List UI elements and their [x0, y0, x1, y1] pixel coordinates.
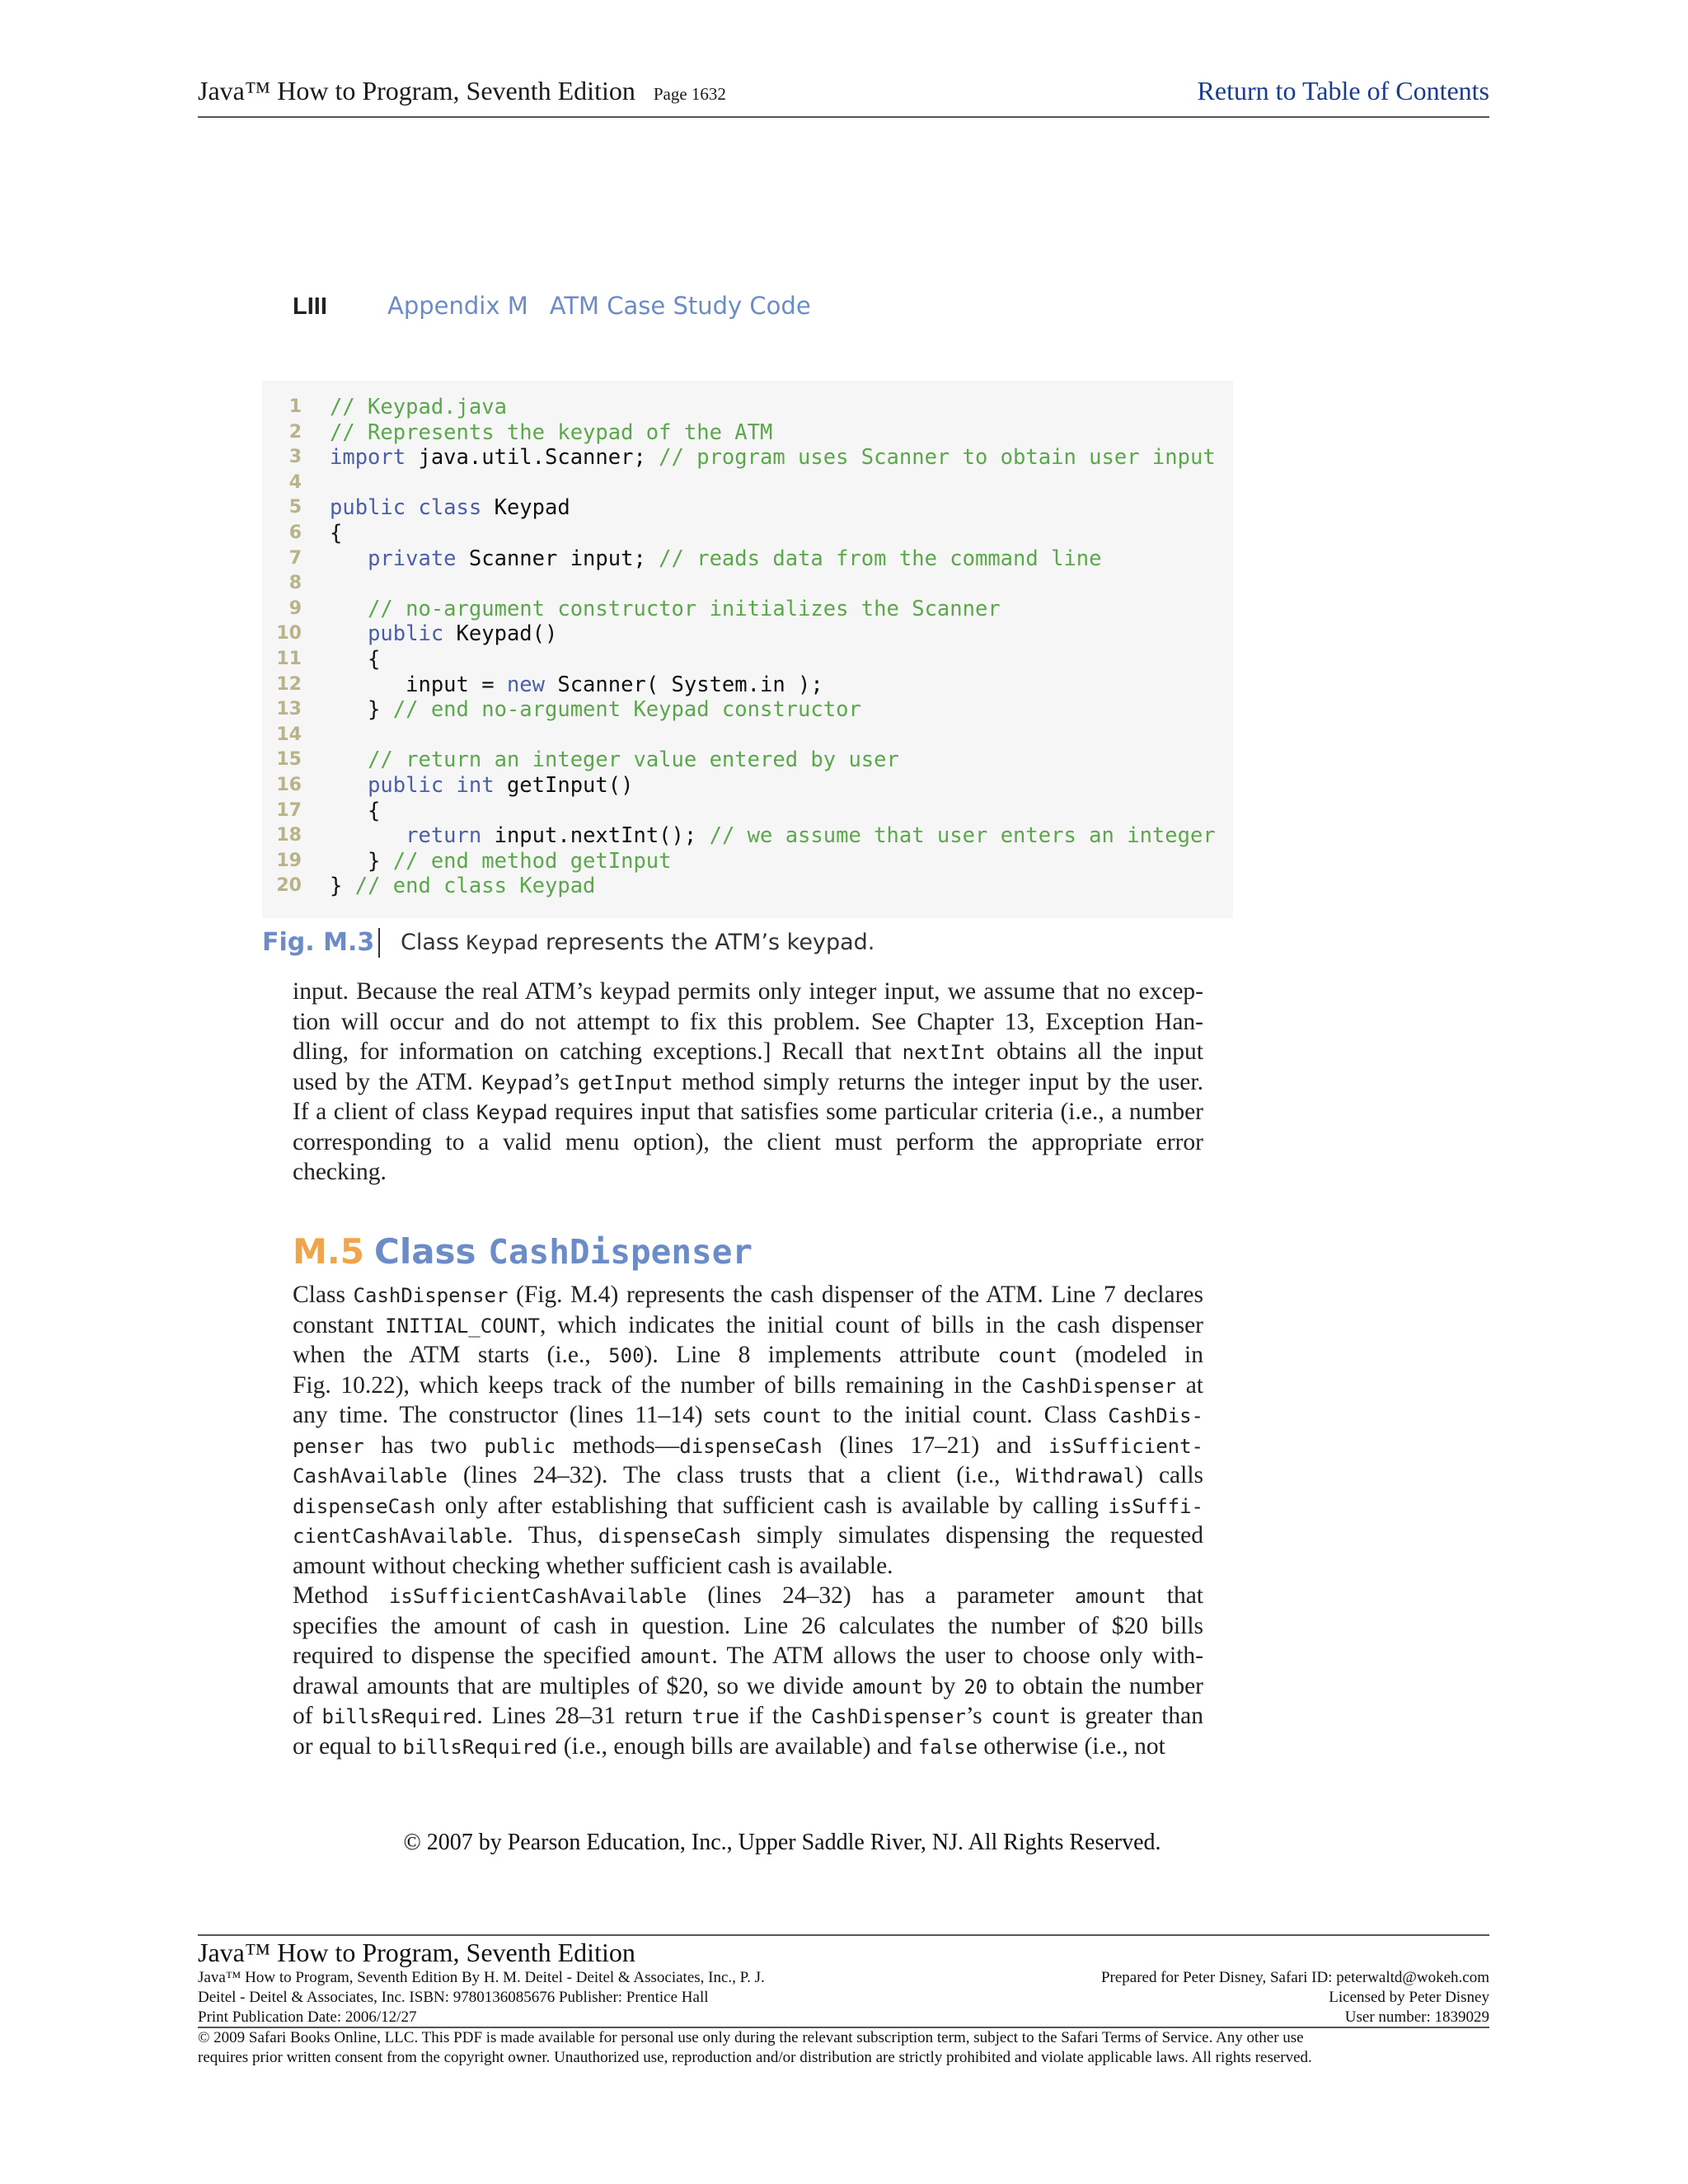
- text-line: [293, 1037, 1203, 1067]
- code-text: [330, 445, 1216, 471]
- line-number: 17: [276, 799, 302, 821]
- footer-line: Deitel - Deitel & Associates, Inc. ISBN: 9780136085676 Publisher: Prentice Hall: [198, 1989, 709, 2006]
- text-run: to the initial count. Class: [821, 1402, 1109, 1428]
- inline-code: CashDispenser: [353, 1284, 509, 1307]
- code-line: [262, 723, 1216, 748]
- text-run: or equal to: [293, 1732, 403, 1760]
- inline-code: cientCashAvailable: [293, 1525, 508, 1548]
- line-number: 4: [288, 471, 302, 493]
- text-run: (Fig. M.4) represents the cash dispenser of the ATM. Line 7 declares: [508, 1282, 1203, 1308]
- copyright-notice: [0, 1830, 1688, 1856]
- code-text: [330, 420, 772, 446]
- text-run: ) calls: [1135, 1462, 1203, 1488]
- text-line: [293, 1400, 1203, 1431]
- text-run: has two: [363, 1432, 485, 1459]
- text-run: , which indicates the initial count of bills in the cash dispenser: [539, 1311, 1203, 1338]
- code-token: [330, 546, 368, 571]
- section-title-code: CashDispenser: [488, 1232, 753, 1272]
- code-comment: // end method getInput: [392, 848, 672, 874]
- line-number: 19: [276, 850, 302, 871]
- code-comment: // no-argument constructor initializes the Scanner: [368, 596, 1001, 621]
- appendix-label: Appendix M: [387, 292, 528, 320]
- text-run: dling, for information on catching exceptions.] Recall that: [293, 1038, 903, 1065]
- code-keyword: public int: [368, 772, 495, 798]
- code-line: [262, 445, 1216, 471]
- text-run: that: [1146, 1582, 1203, 1609]
- text-run: (lines 24–32). The class trusts that a client (i.e.,: [447, 1462, 1016, 1488]
- code-token: [330, 773, 368, 798]
- inline-code: penser: [293, 1434, 364, 1458]
- inline-code: false: [917, 1735, 978, 1759]
- text-run: (lines 17–21) and: [822, 1432, 1049, 1459]
- code-comment: // Represents the keypad of the ATM: [330, 419, 773, 445]
- text-run: . The ATM allows the user to choose only with-: [711, 1643, 1203, 1669]
- code-keyword: import: [330, 445, 406, 471]
- line-number: 13: [276, 699, 302, 720]
- line-number: 3: [288, 447, 302, 468]
- code-line: [262, 597, 1216, 622]
- text-line: [293, 1460, 1203, 1491]
- footer-line: Print Publication Date: 2006/12/27: [198, 2008, 417, 2026]
- inline-code: amount: [851, 1675, 924, 1699]
- code-text: [330, 673, 823, 698]
- line-number: 20: [276, 875, 302, 897]
- code-line: [262, 773, 1216, 799]
- code-text: [330, 521, 342, 546]
- code-line: [262, 874, 1216, 899]
- inline-code: billsRequired: [402, 1735, 558, 1759]
- text-line: [293, 1491, 1203, 1521]
- text-run: specifies the amount of cash in question. Line 26 calculates the number of $20 bills: [293, 1612, 1203, 1639]
- text-run: Method: [293, 1582, 389, 1609]
- text-run: when the ATM starts (i.e.,: [293, 1342, 609, 1368]
- inline-code: dispenseCash: [293, 1494, 436, 1518]
- text-run: otherwise (i.e., not: [978, 1732, 1165, 1760]
- footer-licensed-by: Licensed by Peter Disney: [1329, 1989, 1489, 2006]
- inline-code: dispenseCash: [679, 1434, 823, 1458]
- section-number: M.5: [293, 1231, 364, 1272]
- text-line: [293, 1551, 1203, 1582]
- code-token: }: [330, 874, 355, 899]
- code-comment: // end no-argument Keypad constructor: [392, 697, 861, 723]
- code-token: input.nextInt();: [481, 823, 710, 849]
- text-line: [293, 1732, 1203, 1762]
- line-number: 11: [276, 648, 302, 669]
- text-run: amount without checking whether sufficient cash is available.: [293, 1552, 893, 1579]
- text-line: [293, 1127, 1203, 1158]
- code-line: [262, 799, 1216, 824]
- inline-code: amount: [1074, 1585, 1146, 1608]
- code-text: [330, 395, 507, 420]
- text-run: at: [1176, 1371, 1203, 1399]
- code-comment: // program uses Scanner to obtain user input: [659, 445, 1216, 471]
- text-run: requires input that satisfies some particular criteria (i.e., a number: [547, 1099, 1203, 1125]
- code-token: Keypad: [481, 495, 570, 521]
- line-number: 10: [276, 623, 302, 644]
- inline-code: billsRequired: [321, 1705, 477, 1728]
- code-comment: // reads data from the command line: [659, 546, 1102, 571]
- code-token: }: [330, 848, 393, 874]
- footer-user-number: User number: 1839029: [1344, 2008, 1489, 2026]
- code-token: {: [330, 646, 381, 672]
- running-page-number: LIII: [293, 293, 327, 320]
- code-line: [262, 395, 1216, 420]
- code-line: [262, 748, 1216, 773]
- inline-code: public: [484, 1434, 556, 1458]
- inline-code: CashDispenser: [1021, 1374, 1177, 1398]
- text-line: [293, 1371, 1203, 1401]
- code-keyword: return: [406, 823, 482, 849]
- text-line: [293, 1521, 1203, 1551]
- text-line: [293, 1431, 1203, 1461]
- text-run: corresponding to a valid menu option), the client must perform the appropriate error: [293, 1128, 1203, 1155]
- paragraph-sufficient-cash: [293, 1581, 1203, 1761]
- inline-code: 20: [964, 1675, 988, 1699]
- line-number: 2: [288, 421, 302, 443]
- code-text: [330, 823, 1216, 849]
- figure-caption: [401, 930, 874, 955]
- inline-code: count: [997, 1344, 1057, 1367]
- code-text: [330, 773, 633, 799]
- code-text: [330, 597, 1001, 622]
- copyright-text: © 2007 by Pearson Education, Inc., Upper Saddle River, NJ. All Rights Reserved.: [403, 1830, 1161, 1855]
- inline-code: CashAvailable: [293, 1465, 448, 1488]
- code-line: [262, 673, 1216, 698]
- text-line: [293, 1157, 1203, 1188]
- caption-text: Class: [401, 930, 467, 955]
- inline-code: INITIAL_COUNT: [385, 1314, 540, 1338]
- inline-code: Keypad: [481, 1071, 553, 1094]
- code-token: [330, 597, 368, 621]
- inline-code: isSufficientCashAvailable: [388, 1585, 687, 1608]
- text-run: obtains all the input: [985, 1038, 1203, 1065]
- text-run: ). Line 8 implements attribute: [644, 1342, 998, 1368]
- text-line: [293, 1701, 1203, 1732]
- footer-line: Java™ How to Program, Seventh Edition By H. M. Deitel - Deitel & Associates, Inc., P. J.: [198, 1969, 765, 1986]
- line-number: 9: [288, 598, 302, 619]
- text-run: (modeled in: [1057, 1342, 1203, 1368]
- toc-link[interactable]: Return to Table of Contents: [1197, 76, 1489, 105]
- text-run: checking.: [293, 1159, 387, 1185]
- line-number: 5: [288, 497, 302, 518]
- code-token: Scanner input;: [456, 546, 659, 571]
- code-comment: // end class Keypad: [354, 874, 596, 899]
- code-line: [262, 495, 1216, 521]
- text-run: (i.e., enough bills are available) and: [557, 1732, 918, 1760]
- text-run: Fig. 10.22), which keeps track of the number of bills remaining in the: [293, 1371, 1022, 1399]
- text-run: required to dispense the specified: [293, 1643, 640, 1669]
- line-number: 1: [288, 396, 302, 417]
- inline-code: Keypad: [476, 1101, 548, 1124]
- line-number: 8: [288, 573, 302, 594]
- code-token: [330, 621, 368, 646]
- footer-title: Java™ How to Program, Seventh Edition: [198, 1938, 635, 1967]
- code-line: [262, 849, 1216, 874]
- text-line: [293, 1611, 1203, 1642]
- text-run: If a client of class: [293, 1099, 476, 1125]
- paragraph-cashdispenser-intro: [293, 1280, 1203, 1581]
- footer-divider-top: [198, 1934, 1489, 1936]
- code-line: [262, 621, 1216, 647]
- text-line: [293, 1340, 1203, 1371]
- text-run: constant: [293, 1311, 386, 1338]
- text-run: is greater than: [1050, 1703, 1203, 1729]
- code-line: [262, 571, 1216, 597]
- code-listing: [262, 381, 1233, 918]
- text-line: [293, 1671, 1203, 1702]
- inline-code: nextInt: [902, 1041, 986, 1064]
- code-line: [262, 420, 1216, 446]
- code-lines: [262, 395, 1216, 899]
- code-token: [330, 748, 368, 772]
- code-keyword: public class: [330, 495, 482, 521]
- code-text: [330, 546, 1102, 572]
- line-number: 14: [276, 724, 302, 745]
- text-run: ’s: [552, 1068, 579, 1095]
- code-token: input =: [330, 672, 507, 697]
- text-run: used by the ATM.: [293, 1068, 482, 1095]
- inline-code: amount: [640, 1645, 712, 1668]
- section-title: [374, 1231, 753, 1272]
- line-number: 12: [276, 673, 302, 695]
- text-run: tion will occur and do not attempt to fix this problem. See Chapter 13, Exception Han-: [293, 1008, 1203, 1035]
- text-run: if the: [739, 1703, 812, 1729]
- code-text: [330, 849, 672, 874]
- footer-legal: © 2009 Safari Books Online, LLC. This PDF is made available for personal use only during the relevant subscription term, subject to the Safari Terms of Service. Any other use: [198, 2029, 1304, 2046]
- header-divider: [198, 116, 1489, 118]
- inline-code: isSuffi-: [1108, 1494, 1203, 1518]
- code-token: Keypad(): [443, 621, 558, 647]
- code-line: [262, 471, 1216, 496]
- text-run: . Lines 28–31 return: [476, 1703, 692, 1729]
- code-text: [330, 647, 380, 673]
- code-text: [330, 799, 380, 824]
- code-comment: // return an integer value entered by user: [368, 748, 899, 773]
- caption-code: Keypad: [466, 930, 539, 954]
- inline-code: count: [762, 1404, 822, 1427]
- figure-label: Fig. M.3: [262, 928, 375, 957]
- code-token: {: [330, 798, 381, 823]
- code-keyword: new: [506, 672, 545, 697]
- code-text: [330, 697, 861, 723]
- line-number: 18: [276, 825, 302, 846]
- code-keyword: private: [368, 546, 457, 571]
- text-run: . Thus,: [507, 1522, 598, 1549]
- code-token: Scanner( System.in );: [545, 672, 823, 697]
- code-keyword: public: [368, 621, 444, 647]
- footer-prepared-for: Prepared for Peter Disney, Safari ID: peterwaltd@wokeh.com: [1100, 1969, 1489, 1986]
- code-line: [262, 697, 1216, 723]
- code-line: [262, 546, 1216, 572]
- text-run: only after establishing that sufficient cash is available by calling: [435, 1492, 1109, 1519]
- section-title-word: Class: [374, 1231, 476, 1272]
- text-run: simply simulates dispensing the requested: [741, 1522, 1203, 1549]
- header-book-title: [198, 76, 726, 106]
- code-token: java.util.Scanner;: [406, 445, 659, 471]
- text-line: [293, 1097, 1203, 1127]
- text-run: Class: [293, 1282, 354, 1308]
- code-line: [262, 823, 1216, 849]
- text-run: any time. The constructor (lines 11–14) sets: [293, 1402, 762, 1428]
- line-number: 15: [276, 749, 302, 771]
- code-text: [330, 874, 595, 899]
- text-line: [293, 1067, 1203, 1098]
- code-line: [262, 521, 1216, 546]
- footer-legal: requires prior written consent from the copyright owner. Unauthorized use, reproduction and/or distribution are strictly prohibited and violate applicable laws. All rights reserved.: [198, 2049, 1312, 2066]
- inline-code: Withdrawal: [1015, 1465, 1136, 1488]
- inline-code: CashDis-: [1108, 1404, 1203, 1427]
- text-line: [293, 977, 1203, 1007]
- text-line: [293, 1310, 1203, 1341]
- code-text: [330, 495, 570, 521]
- text-run: drawal amounts that are multiples of $20, so we divide: [293, 1672, 852, 1699]
- appendix-title: ATM Case Study Code: [549, 292, 811, 320]
- text-run: (lines 24–32) has a parameter: [687, 1582, 1075, 1609]
- text-run: methods—: [556, 1432, 680, 1459]
- text-line: [293, 1280, 1203, 1310]
- inline-code: dispenseCash: [598, 1525, 742, 1548]
- line-number: 7: [288, 547, 302, 569]
- inline-code: true: [692, 1705, 740, 1728]
- code-comment: // Keypad.java: [330, 395, 507, 419]
- text-run: of: [293, 1703, 322, 1729]
- code-line: [262, 647, 1216, 673]
- page-label: Page 1632: [653, 84, 726, 104]
- code-token: [330, 823, 406, 848]
- code-comment: // we assume that user enters an integer: [709, 823, 1216, 849]
- inline-code: count: [991, 1705, 1051, 1728]
- running-head-title: [387, 292, 811, 320]
- text-line: [293, 1581, 1203, 1611]
- text-line: [293, 1641, 1203, 1671]
- inline-code: 500: [608, 1344, 645, 1367]
- paragraph-keypad-explanation: [293, 977, 1203, 1188]
- code-text: [330, 748, 899, 773]
- code-text: [330, 621, 557, 647]
- code-token: {: [330, 520, 343, 546]
- line-number: 6: [288, 522, 302, 543]
- line-number: 16: [276, 774, 302, 795]
- text-run: ’s: [965, 1703, 992, 1729]
- figure-caption-divider: [378, 928, 380, 958]
- book-title: Java™ How to Program, Seventh Edition: [198, 76, 635, 105]
- text-run: to obtain the number: [987, 1672, 1203, 1699]
- inline-code: CashDispenser: [811, 1705, 966, 1728]
- text-run: input. Because the real ATM’s keypad permits only integer input, we assume that no excep-: [293, 978, 1203, 1005]
- code-token: getInput(): [494, 772, 634, 798]
- text-run: by: [923, 1672, 964, 1699]
- inline-code: isSufficient-: [1048, 1434, 1203, 1458]
- inline-code: getInput: [578, 1071, 673, 1094]
- code-token: }: [330, 697, 393, 723]
- caption-text: represents the ATM’s keypad.: [538, 930, 875, 955]
- text-line: [293, 1007, 1203, 1038]
- text-run: method simply returns the integer input by the user.: [673, 1068, 1203, 1095]
